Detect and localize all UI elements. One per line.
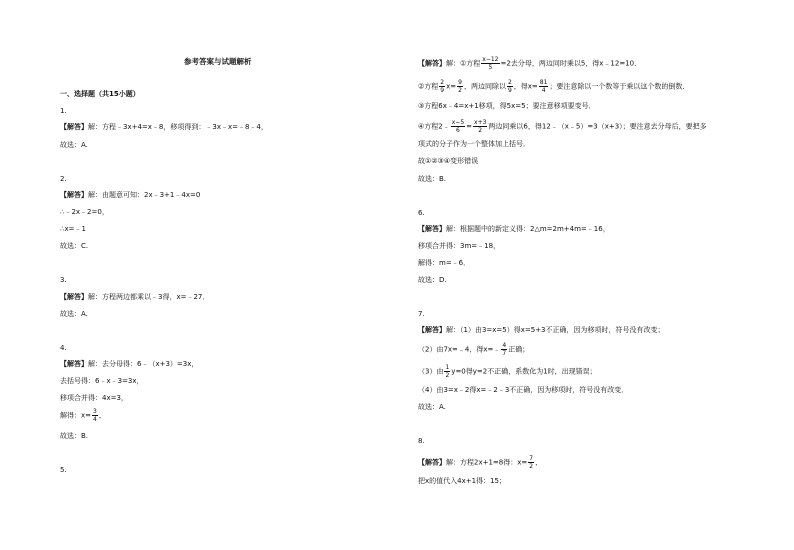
solution-7-line-3: （3）由 $\frac{1}{2}$ y=0得y=2不正确，系数化为1时，出现错误； — [418, 364, 597, 379]
solution-4-line-4: 解得：x= $\frac{3}{4}$ ， — [60, 408, 106, 423]
solution-3: 【解答】解：方程两边都乘以﹣3得，x=﹣27． — [60, 293, 210, 301]
solution-6: 【解答】解：根据题中的新定义得：2△m=2m+4m=﹣16， — [418, 225, 610, 233]
solution-7-line-2: （2）由7x=﹣4，得x=﹣ $\frac{4}{7}$ 正确； — [418, 342, 530, 357]
fraction: $\frac{3}{4}$ — [93, 408, 97, 423]
question-number-5: 5. — [60, 466, 67, 474]
solution-4-line-2: 去括号得：6﹣x﹣3=3x， — [60, 377, 144, 385]
answer-1: 故选：A. — [60, 141, 88, 149]
answer-7: 故选：A. — [418, 403, 446, 411]
solution-5-line-4: ④方程2﹣ $\frac{x-5}{6}$ = $\frac{x+3}{2}$ 两边同乘以6，得12﹣（x﹣5）=3（x+3）；要注意去分母后，要把多 — [418, 119, 707, 134]
answer-5: 故选：B. — [418, 175, 447, 183]
question-number-2: 2. — [60, 175, 67, 183]
answer-3: 故选：A. — [60, 310, 88, 318]
fraction: $\frac{x+3}{2}$ — [474, 119, 487, 134]
solution-8-line-2: 把x的值代入4x+1得：15； — [418, 477, 506, 485]
fraction: $\frac{1}{2}$ — [445, 364, 450, 379]
answer-6: 故选：D. — [418, 276, 447, 284]
solution-4: 【解答】解：去分母得：6﹣（x+3）=3x， — [60, 360, 199, 368]
question-number-6: 6. — [418, 209, 425, 217]
question-number-7: 7. — [418, 310, 425, 318]
fraction: $\frac{81}{4}$ — [539, 79, 548, 94]
solution-2-line-3: ∴x=﹣1 — [60, 225, 86, 233]
question-number-3: 3. — [60, 276, 67, 284]
fraction: $\frac{9}{2}$ — [458, 79, 462, 94]
solution-2: 【解答】解：由题意可知：2x﹣3+1﹣4x=0 — [60, 191, 201, 199]
solution-5-line-1: 【解答】解：①方程 $\frac{x-12}{5}$ =2去分母，两边同时乘以5，得x﹣12=10． — [418, 56, 642, 71]
fraction: $\frac{7}{2}$ — [529, 455, 534, 470]
fraction: $\frac{x-12}{5}$ — [482, 56, 499, 71]
solution-6-line-2: 移项合并得：3m=﹣18， — [418, 242, 501, 250]
answer-2: 故选：C. — [60, 242, 89, 250]
fraction: $\frac{2}{9}$ — [507, 79, 512, 94]
fraction: $\frac{x-5}{6}$ — [451, 119, 465, 134]
solution-1: 【解答】解：方程﹣3x+4=x﹣8，移项得到：﹣3x﹣x=﹣8﹣4， — [60, 123, 268, 131]
page-title: 参考答案与试题解析 — [184, 57, 252, 66]
fraction: $\frac{4}{7}$ — [502, 342, 507, 357]
solution-5-line-3: ③方程6x﹣4=x+1移项，得5x=5；要注意移项要变号． — [418, 102, 596, 110]
solution-5-line-2: ②方程 $\frac{2}{9}$ x= $\frac{9}{2}$ ，两边同除以 $\frac{2}{9}$ ，得x= $\frac{81}{4}$ ；要注意除以一个数等于乘以这个数的倒数． — [418, 79, 690, 94]
question-number-4: 4. — [60, 344, 67, 352]
solution-6-line-3: 解得：m=﹣6． — [418, 259, 471, 267]
solution-5-line-6: 故①②③④变形错误 — [418, 157, 479, 165]
solution-4-line-3: 移项合并得：4x=3， — [60, 394, 128, 402]
solution-2-line-2: ∴﹣2x﹣2=0， — [60, 208, 109, 216]
question-number-1: 1. — [60, 107, 67, 115]
question-number-8: 8. — [418, 437, 425, 445]
solution-7: 【解答】解：（1）由3=x=5）得x=5+3不正确，因为移项时，符号没有改变； — [418, 326, 665, 334]
solution-5-line-5: 项式的分子作为一个整体加上括号． — [418, 140, 530, 148]
fraction: $\frac{2}{9}$ — [440, 79, 445, 94]
solution-7-line-4: （4）由3=x﹣2得x=﹣2﹣3不正确，因为移项时，符号没有改变． — [418, 386, 629, 394]
answer-4: 故选：B. — [60, 432, 89, 440]
section-heading: 一、选择题（共15小题） — [60, 90, 140, 98]
solution-8: 【解答】解：方程2x+1=8得：x= $\frac{7}{2}$ ， — [418, 455, 543, 470]
